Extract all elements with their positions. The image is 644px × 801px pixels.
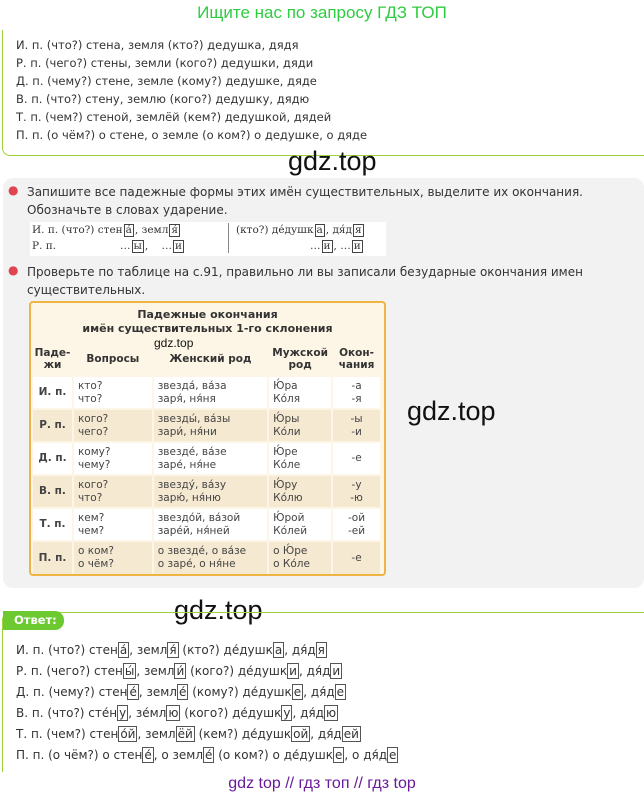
ending-box: и — [353, 240, 361, 252]
bullet-icon: ● — [8, 263, 19, 277]
ending-box: и — [332, 664, 341, 678]
banner-text: Ищите нас по запросу ГДЗ ТОП — [197, 3, 447, 22]
bullet-icon: ● — [8, 183, 19, 197]
ending-box: е — [336, 685, 345, 699]
answer-line: Д. п. (чему?) стен е́ , земл е́ (кому?) де́душк е , дя́д е — [16, 685, 345, 699]
ending-box: и — [323, 240, 331, 252]
previous-answer-block — [2, 30, 644, 156]
example-row-1-right: (кто?) де́душк а , дя́д я — [236, 224, 362, 236]
ending-box: я — [317, 643, 325, 657]
column-header: Мужской род — [268, 343, 332, 376]
ending-box: а — [316, 224, 323, 236]
ending-box: е́ — [144, 748, 152, 762]
task-instruction: Проверьте по таблице на с.91, правильно ли вы записали безударные окончания имен существительных. — [27, 265, 583, 297]
endings-table — [29, 301, 386, 576]
ending-box: и — [175, 240, 183, 252]
ending-box: у — [283, 706, 291, 720]
ending-box: е — [389, 748, 397, 762]
example-row-2-right: … и , … и — [310, 240, 361, 252]
watermark: gdz.top — [288, 146, 377, 176]
ending-box: ы́ — [124, 664, 135, 678]
ending-box: у — [119, 706, 127, 720]
ending-box: е — [335, 748, 343, 762]
ending-box: е́ — [205, 748, 213, 762]
ending-box: я́ — [171, 224, 179, 236]
table-row: Т. п. кем? чем? звездо́й, ва́зой заре́й, ня́ней Ю́рой Ко́лей -ой -ей — [33, 508, 381, 541]
ending-box: а́ — [119, 643, 128, 657]
ending-box: ы — [133, 240, 142, 252]
watermark: gdz.top — [407, 396, 496, 426]
column-header: Женский род — [153, 343, 268, 376]
task-instruction: Запишите все падежные формы этих имён существительных, выделите их окончания. Обозначьте в словах ударение. — [27, 185, 583, 217]
ending-box: е́ — [129, 685, 137, 699]
footer-text: gdz top // гдз топ // гдз top — [228, 775, 416, 792]
table-row: П. п. о ком? о чём? о звезде́, о ва́зе о заре́, о ня́не о Ю́ре о Ко́ле -е — [33, 541, 381, 574]
case-line: П. п. (о чём?) о стене, о земле (о ком?) о дедушке, о дяде — [16, 128, 368, 142]
example-row-2: Р. п. — [32, 240, 57, 252]
ending-box: я́ — [169, 643, 177, 657]
answer-line: И. п. (что?) стен а́ , земл я́ (кто?) де́душк а , дя́д я — [16, 643, 325, 657]
table-row: И. п. кто? что? звезда́, ва́за заря́, ня́ня Ю́ра Ко́ля -а -я — [33, 376, 381, 409]
ending-box: ю — [168, 706, 179, 720]
example-row-2-left: … ы , … и — [120, 240, 183, 252]
case-line: Т. п. (чем?) стеной, землёй (кем?) дедушкой, дядей — [16, 110, 332, 124]
endings-grid — [33, 343, 382, 574]
answer-line: В. п. (что?) сте́н у , зе́мл ю (кого?) де́душк у , дя́д ю — [16, 706, 337, 720]
answer-line: Т. п. (чем?) стен о́й , земл ёй (кем?) де́душк ой , дя́д ей — [16, 727, 359, 741]
watermark: gdz.top — [174, 595, 263, 625]
table-row: Д. п. кому? чему? звезде́, ва́зе заре́, ня́не Ю́ре Ко́ле -е — [33, 442, 381, 475]
divider — [228, 223, 229, 253]
case-line: Д. п. (чему?) стене, земле (кому?) дедушке, дяде — [16, 74, 317, 88]
ending-box: ю — [325, 706, 337, 720]
answer-line: П. п. (о чём?) о стен е́ , о земл е́ (о ком?) о де́душк е , о дя́д е — [16, 748, 397, 762]
table-title: Падежные окончания имён существительных 1-го склонения — [82, 308, 333, 335]
case-line: В. п. (что?) стену, землю (кого?) дедушку, дядю — [16, 92, 310, 106]
watermark: gdz.top — [154, 336, 194, 350]
example-rows — [30, 222, 386, 256]
ending-box: ёй — [177, 727, 193, 741]
case-line: И. п. (что?) стена, земля (кто?) дедушка, дядя — [16, 38, 299, 52]
ending-box: и́ — [176, 664, 185, 678]
column-header: Паде-жи — [33, 343, 73, 376]
ending-box: е — [293, 685, 302, 699]
ending-box: ой — [293, 727, 309, 741]
answer-label: Ответ: — [3, 611, 64, 630]
table-row: Р. п. кого? чего? звезды́, ва́зы зари́, ня́ни Ю́ры Ко́ли -ы -и — [33, 409, 381, 442]
column-header: Вопросы — [73, 343, 153, 376]
case-line: Р. п. (чего?) стены, земли (кого?) дедушки, дяди — [16, 56, 314, 70]
answer-line: Р. п. (чего?) стен ы́ , земл и́ (кого?) де́душк и , дя́д и — [16, 664, 341, 678]
ending-box: е́ — [178, 685, 187, 699]
ending-box: и — [289, 664, 297, 678]
ending-box: ей — [343, 727, 359, 741]
answer-block — [2, 612, 644, 772]
table-row: В. п. кого? что? звезду́, ва́зу зарю́, ня́ню Ю́ру Ко́лю -у -ю — [33, 475, 381, 508]
column-header: Окон-чания — [332, 343, 381, 376]
ending-box: о́й — [120, 727, 136, 741]
ending-box: а́ — [125, 224, 132, 236]
example-row-1: И. п. (что?) стен а́ , земл я́ — [32, 224, 179, 236]
ending-box: я — [355, 224, 362, 236]
ending-box: а — [274, 643, 283, 657]
